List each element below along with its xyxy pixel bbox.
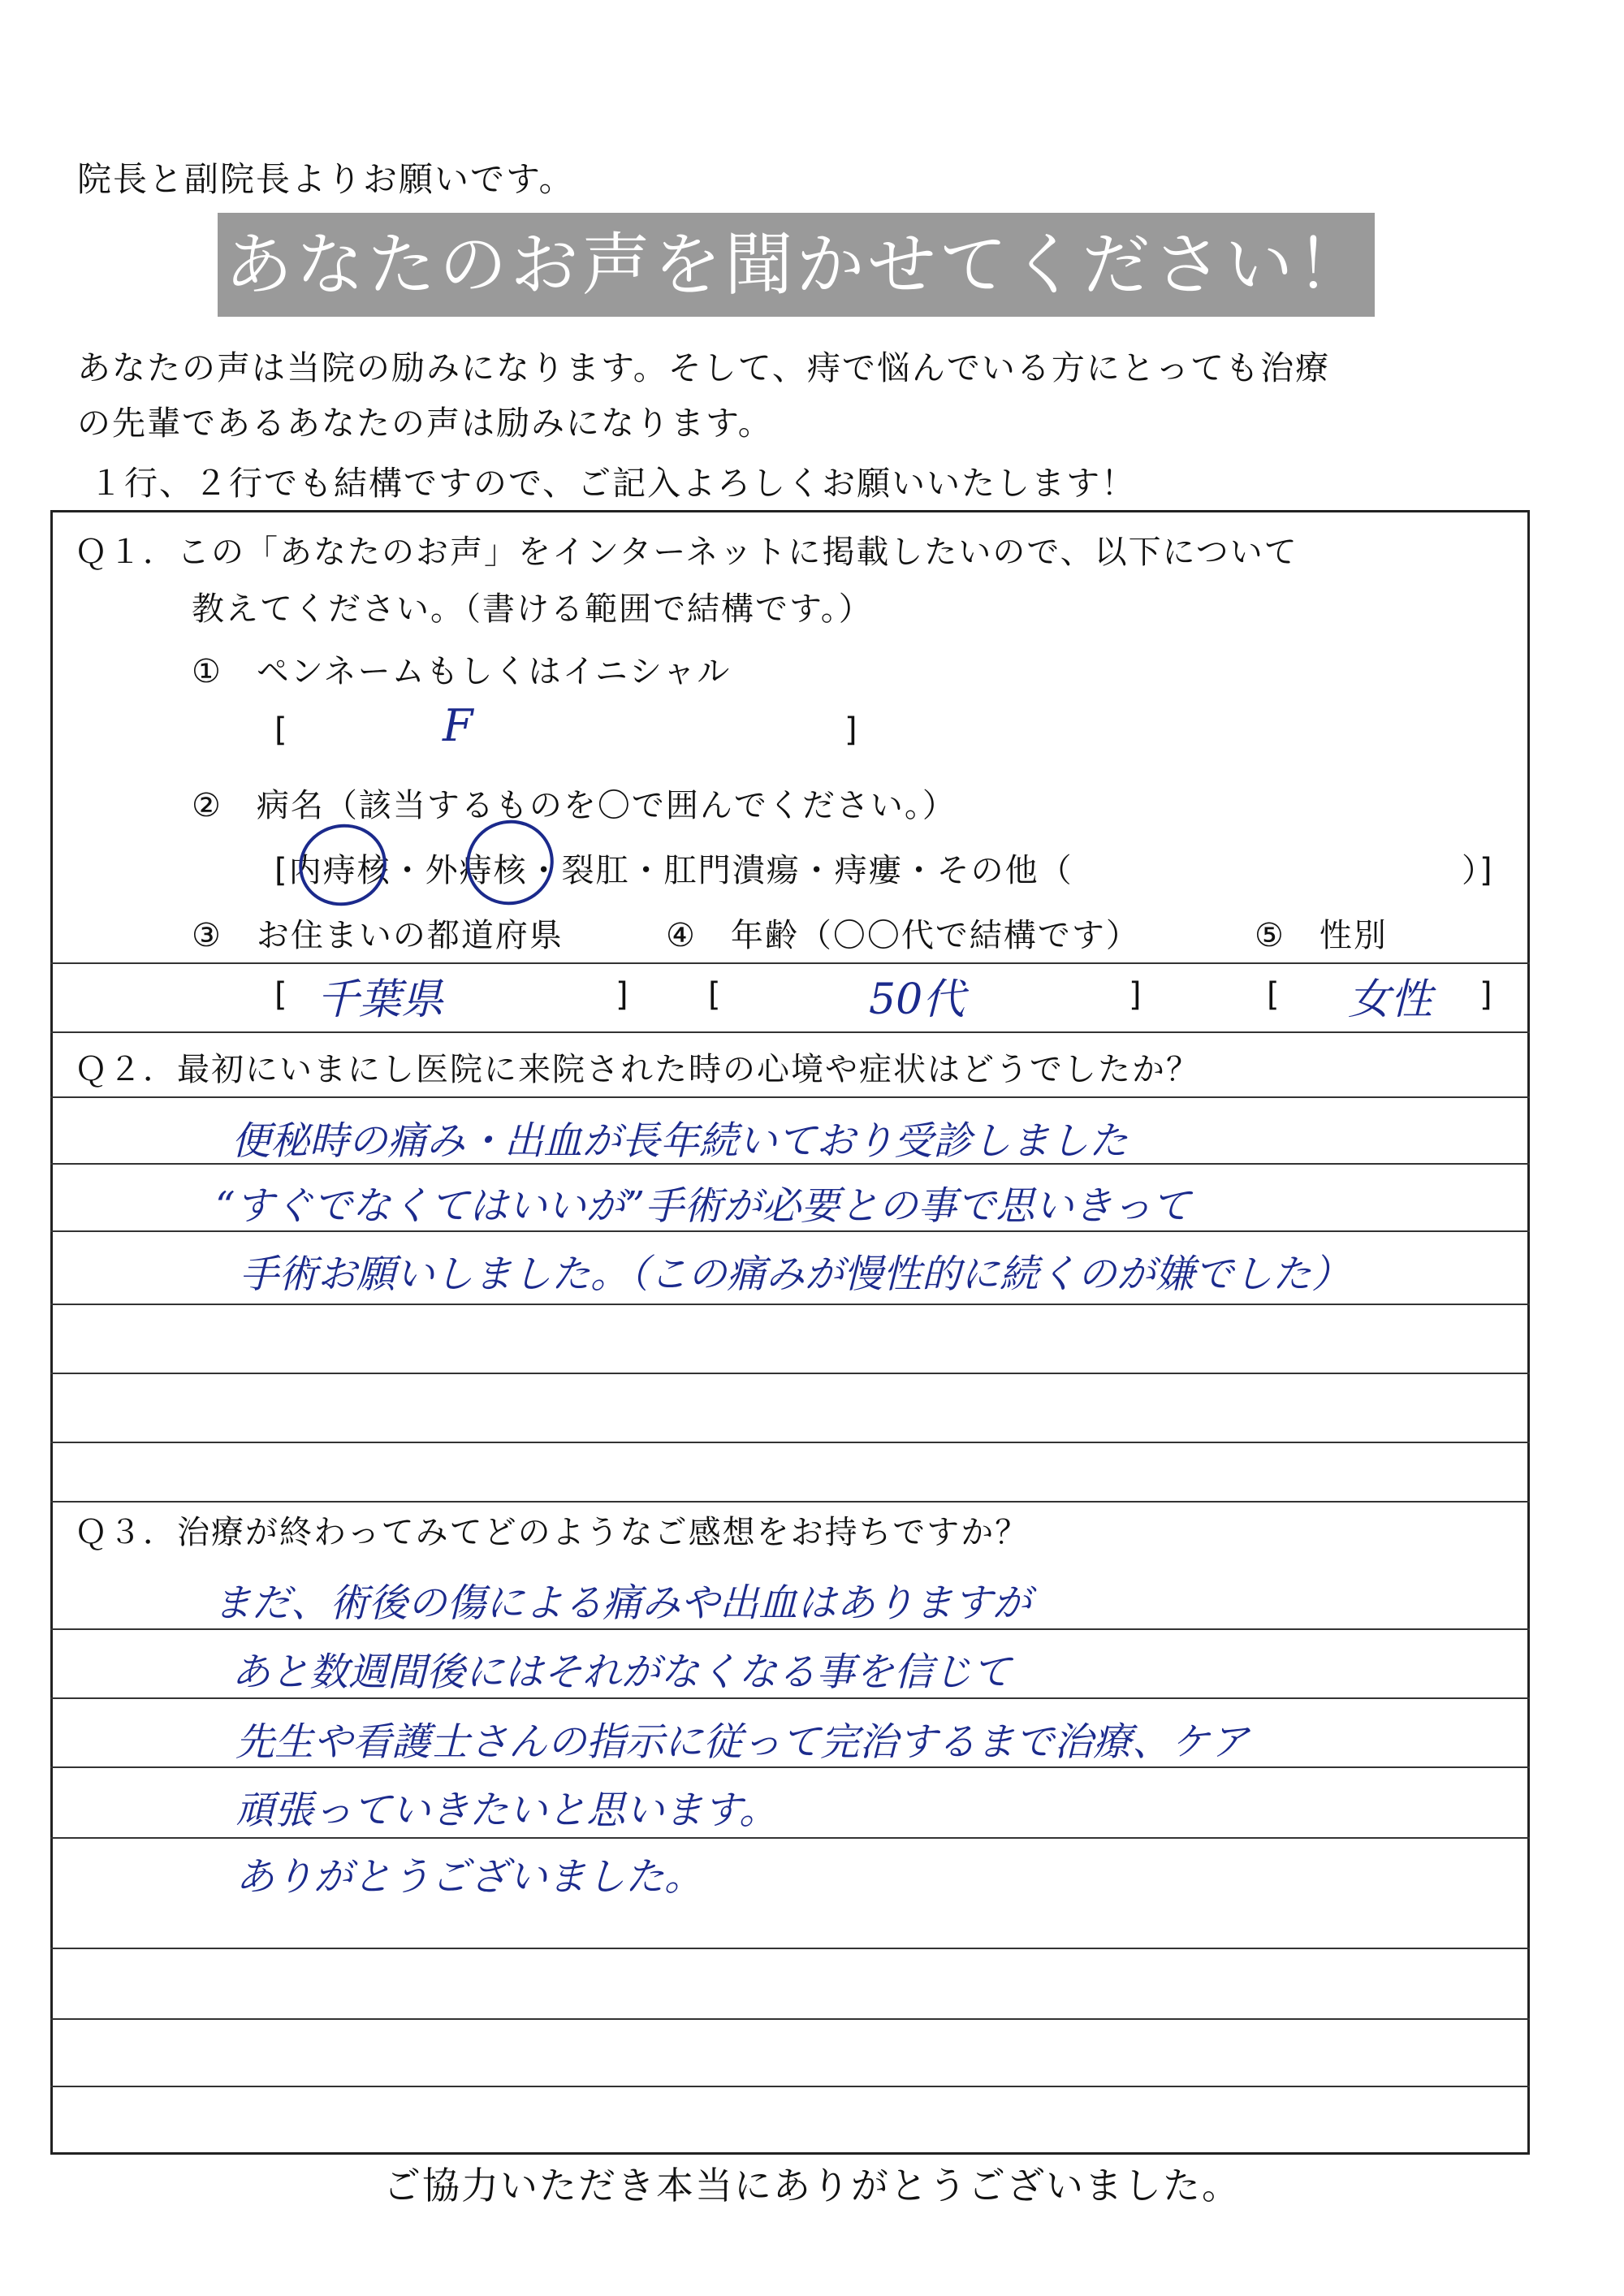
gender-label: ⑤ 性別 bbox=[1255, 917, 1388, 954]
disease-close-paren: ） bbox=[1462, 852, 1479, 889]
circle-mark-external-hemorrhoid-icon bbox=[456, 810, 564, 915]
age-label: ④ 年齢（〇〇代で結構です） bbox=[666, 917, 1140, 954]
q1-question-line-2: 教えてください。（書ける範囲で結構です。） bbox=[192, 590, 873, 628]
age-close-bracket: ] bbox=[1129, 976, 1142, 1014]
circle-mark-internal-hemorrhoid-icon bbox=[292, 816, 393, 914]
paragraph-line-3: １行、２行でも結構ですので、ご記入よろしくお願いいたします！ bbox=[89, 464, 1137, 503]
q3-question: Ｑ３．治療が終わってみてどのようなご感想をお持ちですか？ bbox=[75, 1514, 1030, 1551]
q2-answer-line-3: 手術お願いしました。（この痛みが慢性的に続くのが嫌でした） bbox=[240, 1252, 1351, 1297]
footer-thanks: ご協力いただき本当にありがとうございました。 bbox=[383, 2164, 1241, 2207]
q3-rule-3 bbox=[50, 1766, 1530, 1768]
q3-answer-line-5: ありがとうございました。 bbox=[235, 1854, 704, 1900]
gender-close-bracket: ] bbox=[1479, 976, 1492, 1014]
q1-fill-rule bbox=[50, 962, 1530, 964]
disease-options: [内痔核・外痔核・裂肛・肛門潰瘍・痔瘻・その他（ bbox=[274, 852, 1073, 889]
disease-options-close: ）] bbox=[1462, 852, 1494, 889]
intro-text: 院長と副院長よりお願いです。 bbox=[77, 159, 575, 199]
q2-rule-3 bbox=[50, 1230, 1530, 1232]
q3-top-rule bbox=[50, 1501, 1530, 1503]
prefecture-close-bracket: ] bbox=[615, 976, 628, 1014]
q2-answer-line-2: “すぐでなくてはいいが”手術が必要との事で思いきって bbox=[215, 1183, 1191, 1229]
disease-options-text: 内痔核・外痔核・裂肛・肛門潰瘍・痔瘻・その他（ bbox=[288, 852, 1073, 889]
penname-close-bracket: ] bbox=[844, 711, 857, 749]
q2-rule-6 bbox=[50, 1442, 1530, 1443]
paragraph-line-1: あなたの声は当院の励みになります。そして、痔で悩んでいる方にとっても治療 bbox=[77, 348, 1331, 387]
q3-rule-6 bbox=[50, 2018, 1530, 2020]
banner-title: あなたのお声を聞かせてください！ bbox=[224, 225, 1368, 305]
q2-top-rule bbox=[50, 1031, 1530, 1033]
q3-answer-line-4: 頑張っていきたいと思います。 bbox=[235, 1788, 779, 1833]
prefecture-open-bracket: [ bbox=[274, 976, 287, 1014]
gender-value: 女性 bbox=[1348, 975, 1433, 1024]
q2-rule-1 bbox=[50, 1096, 1530, 1098]
q2-answer-line-1: 便秘時の痛み・出血が長年続いており受診しました bbox=[231, 1118, 1129, 1164]
q3-rule-7 bbox=[50, 2086, 1530, 2087]
q3-rule-5 bbox=[50, 1948, 1530, 1949]
gender-open-bracket: [ bbox=[1267, 976, 1280, 1014]
paragraph-line-2: の先輩であるあなたの声は励みになります。 bbox=[77, 404, 773, 443]
penname-value: F bbox=[443, 700, 473, 751]
disease-label: ② 病名（該当するものを〇で囲んでください。） bbox=[192, 787, 957, 824]
q3-rule-4 bbox=[50, 1837, 1530, 1839]
q2-question: Ｑ２．最初にいまにし医院に来院された時の心境や症状はどうでしたか？ bbox=[75, 1051, 1200, 1088]
q3-rule-1 bbox=[50, 1628, 1530, 1630]
age-value: 50代 bbox=[869, 975, 965, 1024]
prefecture-label: ③ お住まいの都道府県 bbox=[192, 917, 564, 954]
q3-answer-line-1: まだ、術後の傷による痛みや出血はありますが bbox=[213, 1580, 1032, 1626]
q2-rule-2 bbox=[50, 1163, 1530, 1165]
prefecture-value: 千葉県 bbox=[317, 975, 444, 1024]
q3-rule-2 bbox=[50, 1697, 1530, 1699]
age-open-bracket: [ bbox=[708, 976, 721, 1014]
q2-rule-4 bbox=[50, 1304, 1530, 1305]
q2-rule-5 bbox=[50, 1373, 1530, 1374]
q3-answer-line-2: あと数週間後にはそれがなくなる事を信じて bbox=[231, 1650, 1012, 1695]
q1-question-line-1: Ｑ１．この「あなたのお声」をインターネットに掲載したいので、以下について bbox=[75, 534, 1298, 571]
penname-open-bracket: [ bbox=[274, 711, 287, 749]
q3-answer-line-3: 先生や看護士さんの指示に従って完治するまで治療、ケア bbox=[235, 1719, 1250, 1765]
penname-label: ① ペンネームもしくはイニシャル bbox=[192, 653, 732, 690]
